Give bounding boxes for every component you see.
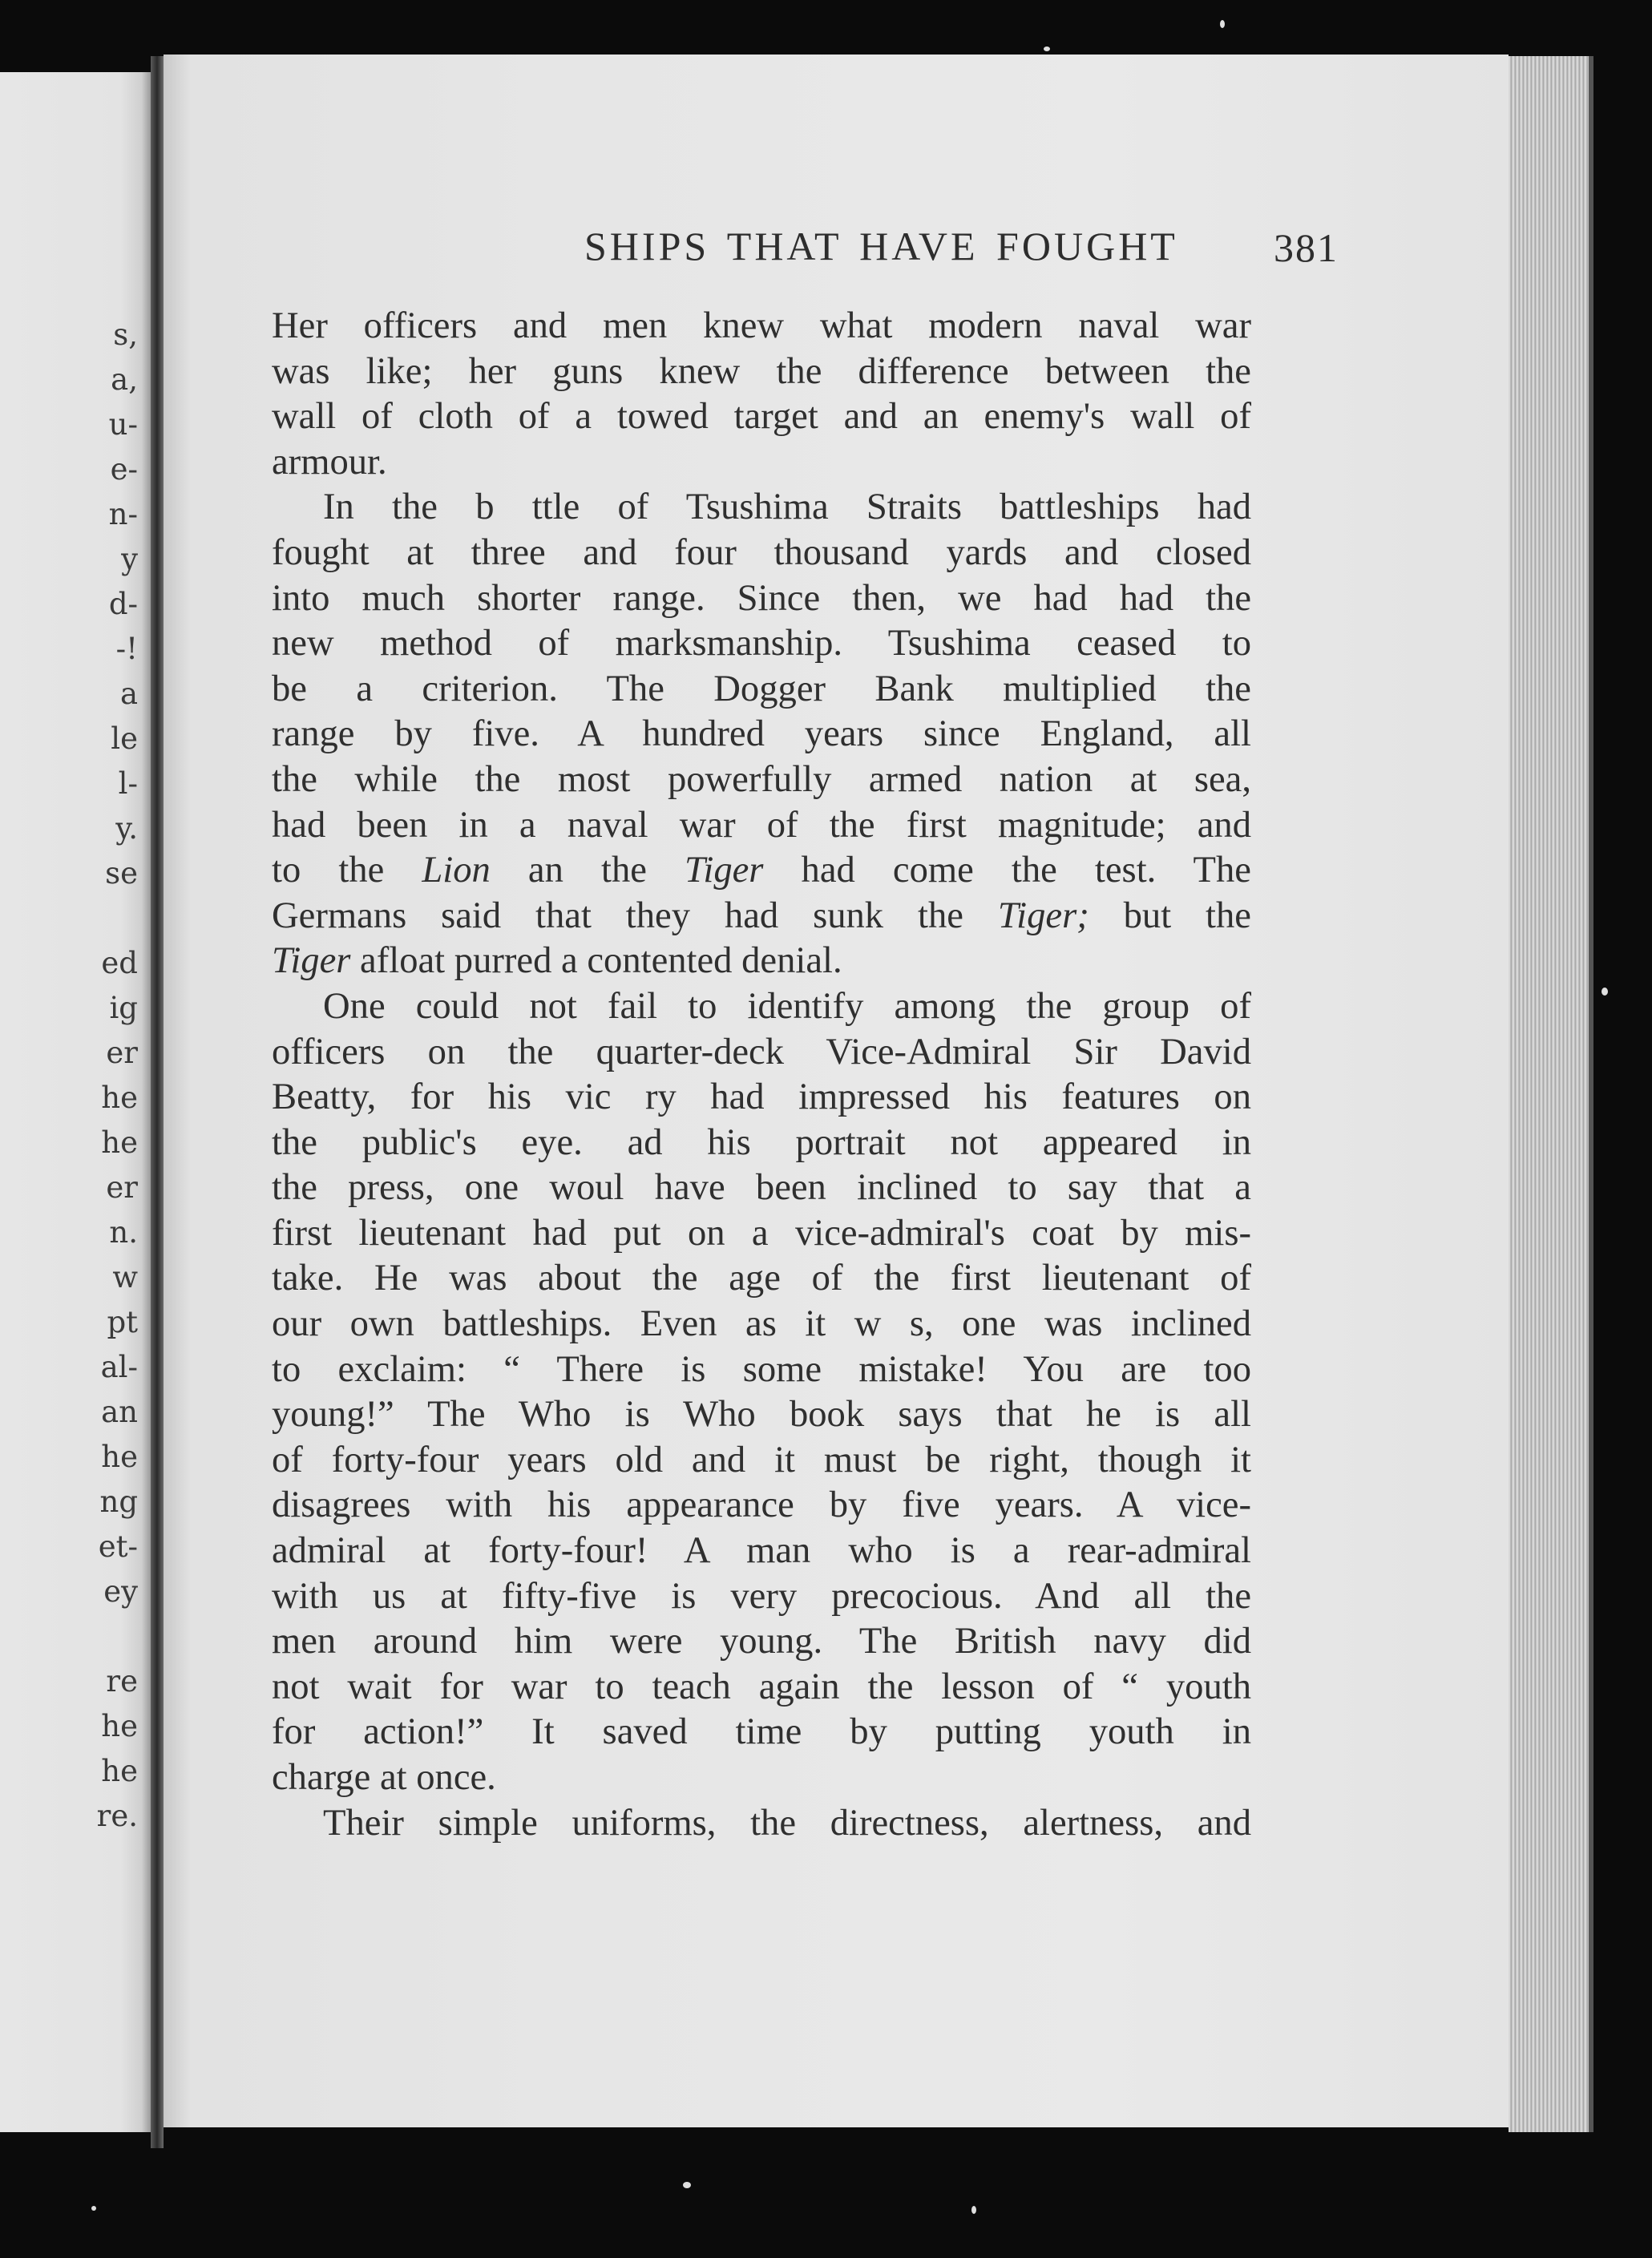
text-line [272,1482,1251,1528]
previous-page-fragment [42,1614,138,1659]
text-line [272,620,1251,666]
text-run: charge at once. [272,1756,496,1798]
text-line [272,1029,1251,1075]
text-line [272,484,1251,530]
previous-page-fragment: al- [100,1350,138,1384]
text-run: admiral at forty-four! A man who is a rear-admiral [272,1529,1251,1572]
text-run: be a criterion. The Dogger Bank multiplied the [272,667,1251,709]
text-line [272,984,1251,1029]
text-run: our own battleships. Even as it w s, one was inclined [272,1303,1251,1345]
text-run: had come the test. The [763,849,1251,891]
text-run: to exclaim: “ There is some mistake! You are too [272,1347,1251,1390]
italic-text: Lion [422,849,491,891]
running-head [260,215,1422,279]
text-line [272,530,1251,576]
text-run: the press, one woul have been inclined to say that a [272,1166,1251,1209]
text-run: for action!” It saved time by putting youth in [272,1711,1251,1753]
previous-page-fragment: he [101,1125,138,1160]
text-run: an the [490,849,685,891]
previous-page-fragment: n. [109,1215,138,1250]
text-line [272,1392,1251,1437]
text-run: of forty-four years old and it must be right, though it [272,1438,1251,1480]
text-run: range by five. A hundred years since England, all [272,713,1251,755]
previous-page-fragment: -! [115,632,138,666]
previous-page-fragment: ig [109,991,138,1025]
text-line [272,1074,1251,1120]
text-run: In the b ttle of Tsushima Straits battleships had [323,486,1251,528]
text-line [272,1528,1251,1573]
text-line [272,1120,1251,1165]
text-line [272,711,1251,757]
text-run: Their simple uniforms, the directness, alertness, and [323,1801,1251,1844]
text-line [272,576,1251,621]
previous-page-fragment: e- [110,452,138,487]
book-gutter [151,56,164,2148]
italic-text: Tiger [272,939,351,982]
page-edges-stack [1509,56,1593,2132]
text-run: was like; her guns knew the difference between the [272,349,1251,392]
text-run: Beatty, for his vic ry had impressed his features on [272,1076,1251,1118]
previous-page-fragment: he [101,1754,138,1788]
text-run: fought at three and four thousand yards and closed [272,531,1251,573]
text-run: take. He was about the age of the first lieutenant of [272,1257,1251,1299]
previous-page-fragment: l- [118,766,138,801]
previous-page-fragment: se [105,856,138,891]
previous-page-fragment: an [101,1395,138,1429]
text-run: into much shorter range. Since then, we had had the [272,576,1251,619]
text-run: with us at fifty-five is very precocious. And all the [272,1574,1251,1617]
previous-page-fragment: re. [96,1799,138,1833]
text-run: the public's eye. ad his portrait not appeared in [272,1121,1251,1163]
previous-page-fragment: u- [108,407,138,442]
text-run: not wait for war to teach again the lesson of “ youth [272,1665,1251,1707]
text-line [272,802,1251,848]
text-line [272,394,1251,439]
text-line [272,1664,1251,1710]
text-line [272,1800,1251,1846]
previous-page-line-endings [42,313,138,1839]
text-run: first lieutenant had put on a vice-admiral's coat by mis- [272,1211,1251,1254]
italic-text: Tiger [685,849,764,891]
text-run: One could not fail to identify among the group of [323,984,1251,1027]
text-run: the while the most powerfully armed nation at sea, [272,757,1251,800]
text-line [272,1437,1251,1483]
text-run: young!” The Who is Who book says that he is all [272,1393,1251,1436]
previous-page-fragment: w [112,1260,138,1295]
previous-page-fragment: le [111,721,138,756]
text-line [272,1755,1251,1800]
previous-page-fragment: d- [108,587,138,621]
text-run: men around him were young. The British navy did [272,1620,1251,1662]
text-line [272,666,1251,712]
previous-page-fragment: s, [113,317,138,352]
previous-page-fragment: y [121,542,138,576]
previous-page-fragment: n- [108,497,138,531]
text-run: wall of cloth of a towed target and an enemy's wall of [272,395,1251,438]
previous-page-fragment: er [106,1036,138,1070]
previous-page-fragment: he [101,1081,138,1115]
text-line [272,1301,1251,1347]
text-run: Her officers and men knew what modern naval war [272,305,1251,346]
previous-page-fragment: ey [103,1574,138,1609]
text-run: new method of marksmanship. Tsushima ceased to [272,622,1251,664]
previous-page-fragment: ed [101,946,138,980]
text-line [272,1210,1251,1256]
text-run: officers on the quarter-deck Vice-Admiral Sir David [272,1030,1251,1072]
text-line [272,1618,1251,1664]
text-run: had been in a naval war of the first magnitude; and [272,803,1251,846]
previous-page-fragment: a [119,677,138,711]
book-page [164,55,1509,2127]
previous-page-fragment: a, [111,362,138,397]
text-line [272,893,1251,939]
text-run: afloat purred a contented denial. [350,939,842,982]
previous-page-fragment [42,896,138,941]
text-line [272,349,1251,394]
text-line [272,1347,1251,1392]
previous-page-fragment: he [101,1440,138,1474]
text-line [272,1573,1251,1619]
previous-page-fragment: re [106,1664,138,1699]
text-run: armour. [272,440,387,483]
previous-page-fragment: ng [99,1484,138,1519]
text-line [272,439,1251,485]
text-line [272,1255,1251,1301]
text-line [272,847,1251,893]
previous-page-fragment: y. [115,811,138,846]
text-run: to the [272,849,422,891]
previous-page-edge [0,72,151,2132]
previous-page-fragment: he [101,1709,138,1743]
text-line [272,757,1251,802]
text-line [272,1165,1251,1210]
page-number: 381 [1274,225,1339,270]
text-line [272,303,1251,349]
text-line [272,1709,1251,1755]
previous-page-fragment: pt [107,1305,138,1339]
text-run: disagrees with his appearance by five years. A vice- [272,1484,1251,1526]
text-line [272,938,1251,984]
text-run: Germans said that they had sunk the [272,894,998,936]
previous-page-fragment: et- [98,1529,138,1564]
previous-page-fragment: er [106,1170,138,1205]
body-text [272,303,1251,1845]
running-head-title: SHIPS THAT HAVE FOUGHT [584,224,1178,269]
text-run: but the [1089,894,1251,936]
italic-text: Tiger; [997,894,1089,936]
